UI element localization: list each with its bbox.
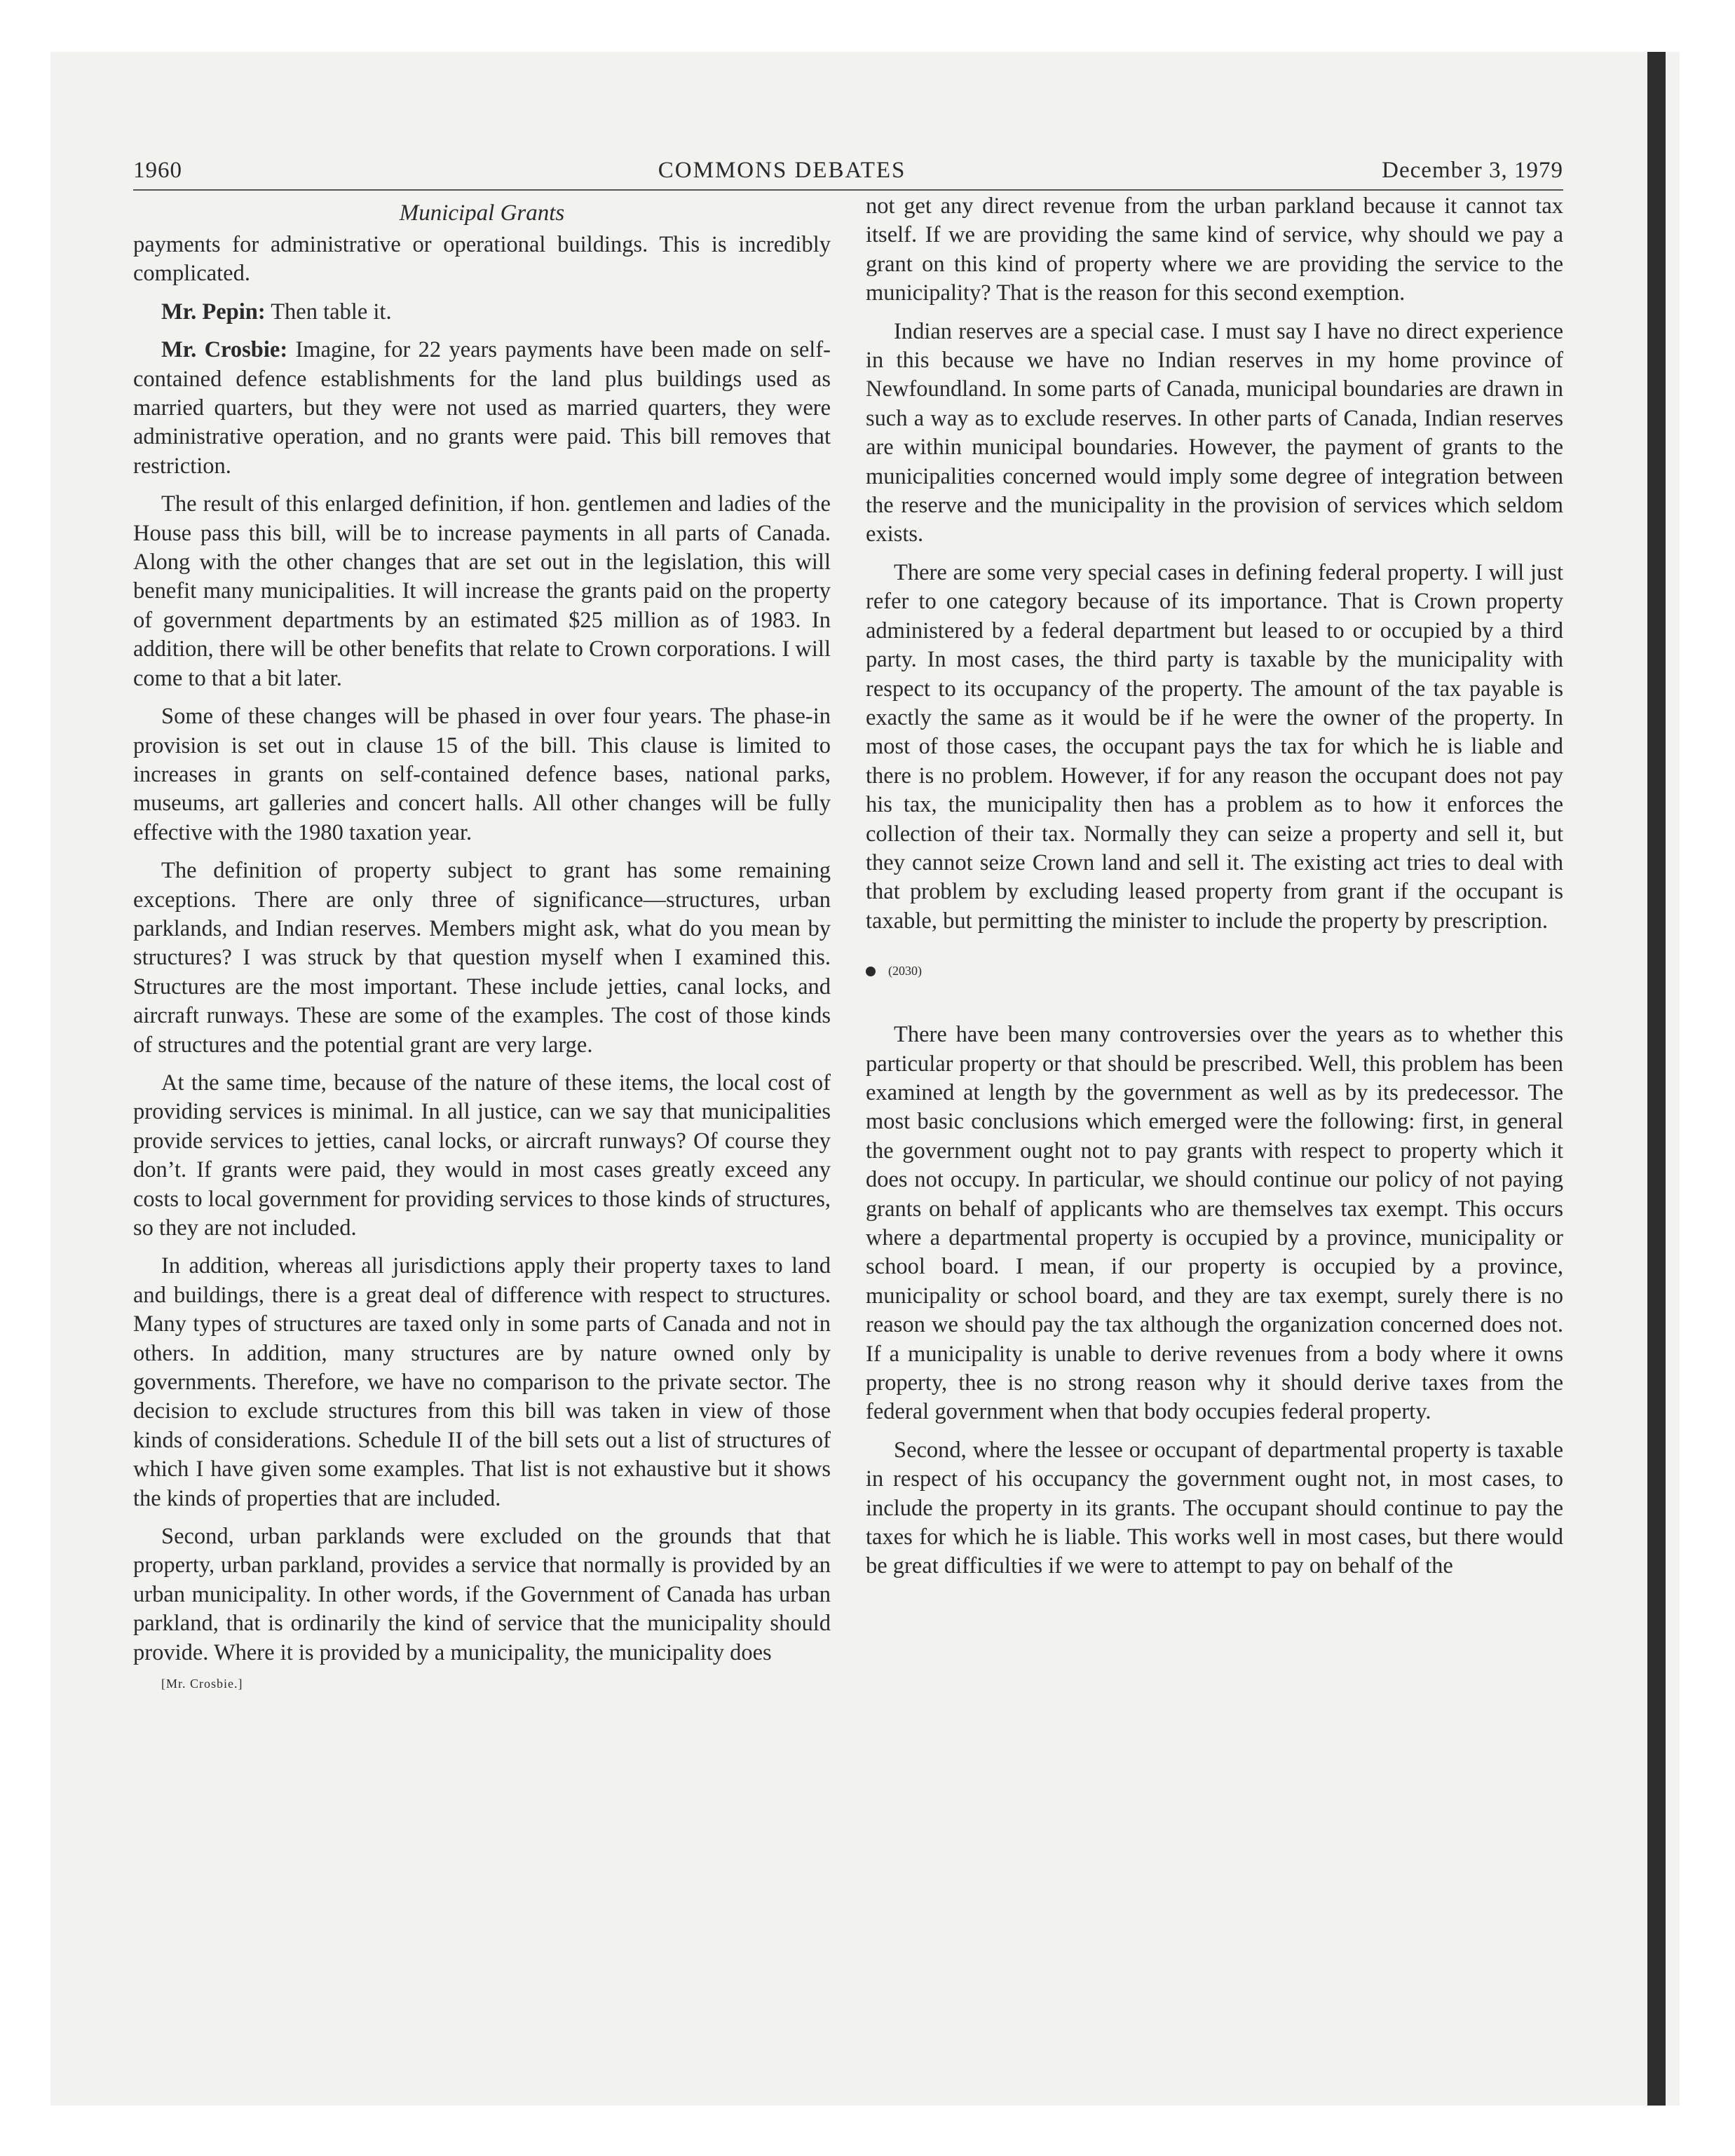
speech-text: Imagine, for 22 years payments have been made on self-contained defence establishments for the land plus buildings used as married quarters, but they were not used as married quarters, they were administrative operation, and no grants were paid. This bill removes that restriction.	[133, 337, 831, 479]
scan-edge-shadow	[1647, 52, 1666, 2106]
paragraph: Indian reserves are a special case. I must say I have no direct experience in this because we have no Indian reserves in my home province of Newfoundland. In some parts of Canada, municipal boundaries are drawn in such a way as to exclude reserves. In other parts of Canada, Indian reserves are within municipal boundaries. However, the payment of grants to the municipalities concerned would imply some degree of integration between the reserve and the municipality in the provision of services which seldom exists.	[866, 318, 1563, 547]
right-column	[866, 191, 1563, 1691]
speech-text: Then table it.	[265, 299, 392, 325]
paragraph	[133, 336, 831, 481]
paragraph: Some of these changes will be phased in over four years. The phase-in provision is set out in clause 15 of the bill. This clause is limited to increases in grants on self-contained defence bases, national parks, museums, art galleries and concert halls. All other changes will be fully effective with the 1980 taxation year.	[133, 704, 831, 845]
left-column	[133, 191, 831, 1691]
bullet-icon	[866, 967, 876, 976]
paragraph: payments for administrative or operational buildings. This is incredibly complicated.	[133, 232, 831, 287]
document-page	[133, 158, 1563, 1691]
publication-title: COMMONS DEBATES	[658, 158, 906, 183]
paragraph: The result of this enlarged definition, if hon. gentlemen and ladies of the House pass this bill, will be to increase payments in all parts of Canada. Along with the other changes that are set out in the legislation, this will benefit many municipalities. It will increase the grants paid on the property of government departments by an estimated $25 million as of 1983. In addition, there will be other benefits that relate to Crown corporations. I will come to that a bit later.	[133, 491, 831, 691]
speaker-name: Mr. Pepin:	[161, 299, 266, 325]
paragraph: Second, where the lessee or occupant of departmental property is taxable in respect of his occupancy the government ought not, in most cases, to include the property in its grants. The occupant should continue to pay the taxes for which he is liable. This works well in most cases, but there would be great difficulties if we were to attempt to pay on behalf of the	[866, 1437, 1563, 1579]
text-columns	[133, 191, 1563, 1691]
paragraph: There are some very special cases in defining federal property. I will just refer to one category because of its importance. That is Crown property administered by a federal department but leased to or occupied by a third party. In most cases, the third party is taxable by the municipality with respect to its occupancy of the property. The amount of the tax payable is exactly the same as it would be if he were the owner of the property. In most of those cases, the occupant pays the tax for which he is liable and there is no problem. However, if for any reason the occupant does not pay his tax, the municipality then has a problem as to how it enforces the collection of their tax. Normally they can seize a property and sell it, but they cannot seize Crown land and sell it. The existing act tries to deal with that problem by excluding leased property from grant if the occupant is taxable, but permitting the minister to include the property by prescription.	[866, 559, 1563, 934]
page-header	[133, 158, 1563, 191]
paragraph	[133, 298, 831, 327]
paragraph: The definition of property subject to grant has some remaining exceptions. There are only three of significance—structures, urban parklands, and Indian reserves. Members might ask, what do you mean by structures? I was struck by that question myself when I examined this. Structures are the most important. These include jetties, canal locks, and aircraft runways. These are some of the examples. The cost of those kinds of structures and the potential grant are very large.	[133, 858, 831, 1058]
paragraph: not get any direct revenue from the urban parkland because it cannot tax itself. If we are providing the same kind of service, why should we pay a grant on this kind of property where we are providing the service to the municipality? That is the reason for this second exemption.	[866, 193, 1563, 306]
paragraph: Second, urban parklands were excluded on the grounds that that property, urban parkland, provides a service that normally is provided by an urban municipality. In other words, if the Government of Canada has urban parkland, that is ordinarily the kind of service that the municipality should provide. Where it is provided by a municipality, the municipality does	[133, 1524, 831, 1665]
paragraph: There have been many controversies over the years as to whether this particular property or that should be prescribed. Well, this problem has been examined at length by the government as well as by its predecessor. The most basic conclusions which emerged were the following: first, in general the government ought not to pay grants with respect to property which it does not occupy. In particular, we should continue our policy of not paying grants on behalf of applicants who are themselves tax exempt. This occurs where a departmental property is occupied by a province, municipality or school board. I mean, if our property is occupied by a province, municipality or school board, and they are tax exempt, surely there is no reason we should pay the tax although the organization concerned does not. If a municipality is unable to derive revenues from a body where it owns property, thee is no strong reason why it should derive taxes from the federal government when that body occupies federal property.	[866, 1022, 1563, 1425]
paragraph: At the same time, because of the nature of these items, the local cost of providing services is minimal. In all justice, can we say that municipalities provide services to jetties, canal locks, or aircraft runways? Of course they don’t. If grants were paid, they would in most cases greatly exceed any costs to local government for providing services to those kinds of structures, so they are not included.	[133, 1070, 831, 1241]
speaker-attribution: [Mr. Crosbie.]	[161, 1677, 243, 1691]
section-title: Municipal Grants	[399, 200, 565, 226]
speaker-name: Mr. Crosbie:	[161, 337, 288, 363]
time-marker	[866, 964, 1563, 978]
page-number: 1960	[133, 158, 182, 183]
sitting-date: December 3, 1979	[1382, 158, 1563, 183]
paragraph: In addition, whereas all jurisdictions apply their property taxes to land and buildings, there is a great deal of difference with respect to structures. Many types of structures are taxed only in some parts of Canada and not in others. In addition, many structures are by nature owned only by governments. Therefore, we have no comparison to the private sector. The decision to exclude structures from this bill was taken in view of those kinds of considerations. Schedule II of the bill sets out a list of structures of which I have given some examples. That list is not exhaustive but it shows the kinds of properties that are included.	[133, 1253, 831, 1511]
time-marker-text: (2030)	[888, 964, 922, 978]
